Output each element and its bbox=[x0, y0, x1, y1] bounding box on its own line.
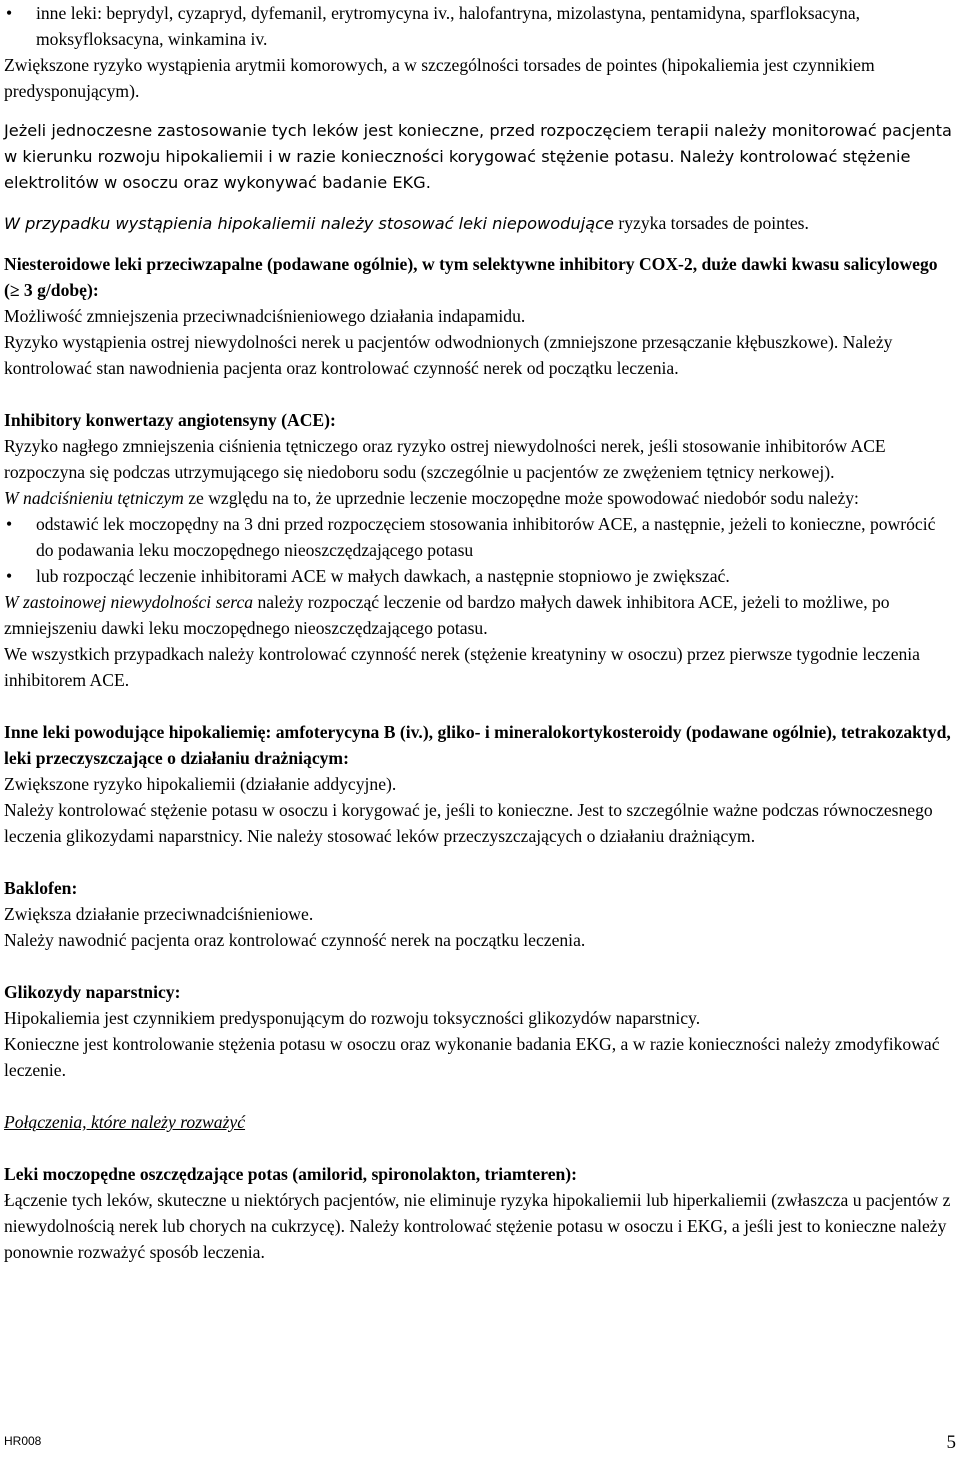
baklofen-line-2: Należy nawodnić pacjenta oraz kontrolować czynność nerek na początku leczenia. bbox=[4, 930, 586, 950]
document-page bbox=[4, 0, 956, 1265]
digitalis-line-2: Konieczne jest kontrolowanie stężenia potasu w osoczu oraz wykonanie badania EKG, a w razie konieczności należy zmodyfikować leczenie. bbox=[4, 1034, 940, 1080]
hypokalemia-note-italic: W przypadku wystąpienia hipokaliemii należy stosować leki niepowodujące bbox=[4, 214, 614, 233]
ace-hypertension-italic: W nadciśnieniu tętniczym bbox=[4, 488, 184, 508]
nsaid-line-1: Możliwość zmniejszenia przeciwnadciśnieniowego działania indapamidu. bbox=[4, 306, 526, 326]
digitalis-line-1: Hipokaliemia jest czynnikiem predysponującym do rozwoju toksyczności glikozydów naparstnicy. bbox=[4, 1008, 701, 1028]
other-hypo-heading bbox=[4, 719, 956, 771]
other-hypo-heading-text: Inne leki powodujące hipokaliemię: amfoterycyna B (iv.), gliko- i mineralokortykosteroidy (podawane ogólnie), tetrakozaktyd, leki przeczyszczające o działaniu drażniącym: bbox=[4, 722, 951, 768]
other-hypo-line-1: Zwiększone ryzyko hipokaliemii (działanie addycyjne). bbox=[4, 774, 397, 794]
ksparing-heading bbox=[4, 1161, 956, 1187]
monitoring-paragraph: Jeżeli jednoczesne zastosowanie tych leków jest konieczne, przed rozpoczęciem terapii należy monitorować pacjenta w kierunku rozwoju hipokaliemii i w razie konieczności korygować stężenie potasu. Należy kontrolować stężenie elektrolitów w osoczu oraz wykonywać badanie EKG. bbox=[4, 121, 952, 192]
consider-heading-text: Połączenia, które należy rozważyć bbox=[4, 1112, 246, 1132]
ace-line-1: Ryzyko nagłego zmniejszenia ciśnienia tętniczego oraz ryzyko ostrej niewydolności nerek, jeśli stosowanie inhibitorów ACE rozpoczyna się podczas utrzymującego się niedoboru sodu (szczególnie u pacjentów ze zwężeniem tętnicy nerkowej). bbox=[4, 436, 886, 482]
list-item bbox=[4, 511, 956, 563]
list-item-text: odstawić lek moczopędny na 3 dni przed rozpoczęciem stosowania inhibitorów ACE, a następnie, jeżeli to konieczne, powrócić do podawania leku moczopędnego nieoszczędzającego potasu bbox=[36, 514, 936, 560]
baklofen-heading-text: Baklofen: bbox=[4, 878, 78, 898]
ace-heading-text: Inhibitory konwertazy angiotensyny (ACE): bbox=[4, 410, 336, 430]
ace-heart-failure bbox=[4, 589, 956, 641]
list-item bbox=[4, 563, 956, 589]
risk-paragraph: Zwiększone ryzyko wystąpienia arytmii komorowych, a w szczególności torsades de pointes (hipokaliemia jest czynnikiem predysponującym). bbox=[4, 55, 875, 101]
baklofen-heading bbox=[4, 875, 956, 901]
ace-all-cases: We wszystkich przypadkach należy kontrolować czynność nerek (stężenie kreatyniny w osoczu) przez pierwsze tygodnie leczenia inhibitorem ACE. bbox=[4, 644, 920, 690]
baklofen-line-1: Zwiększa działanie przeciwnadciśnieniowe. bbox=[4, 904, 314, 924]
ksparing-line-1: Łączenie tych leków, skuteczne u niektórych pacjentów, nie eliminuje ryzyka hipokaliemii lub hiperkaliemii (zwłaszcza u pacjentów z niewydolnością nerek lub chorych na cukrzycę). Należy kontrolować stężenie potasu w osoczu i EKG, a jeśli jest to konieczne należy ponownie rozważyć sposób leczenia. bbox=[4, 1190, 951, 1262]
ace-hypertension-rest: ze względu na to, że uprzednie leczenie moczopędne może spowodować niedobór sodu należy: bbox=[183, 488, 859, 508]
list-item-text: inne leki: beprydyl, cyzapryd, dyfemanil, erytromycyna iv., halofantryna, mizolastyna, pentamidyna, sparfloksacyna, moksyfloksacyna, winkamina iv. bbox=[36, 3, 861, 49]
bullet-icon: • bbox=[6, 514, 13, 534]
document-code: HR008 bbox=[4, 1434, 42, 1448]
ace-heading bbox=[4, 407, 956, 433]
ace-heart-failure-italic: W zastoinowej niewydolności serca bbox=[4, 592, 254, 612]
bullet-list-top bbox=[4, 0, 956, 52]
hypokalemia-note-rest: ryzyka torsades de pointes. bbox=[613, 213, 809, 233]
nsaid-heading-text: Niesteroidowe leki przeciwzapalne (podawane ogólnie), w tym selektywne inhibitory COX-2, duże dawki kwasu salicylowego (≥ 3 g/dobę): bbox=[4, 254, 938, 300]
consider-heading bbox=[4, 1109, 956, 1135]
bullet-icon: • bbox=[6, 566, 13, 586]
ksparing-heading-text: Leki moczopędne oszczędzające potas (amilorid, spironolakton, triamteren): bbox=[4, 1164, 578, 1184]
digitalis-heading bbox=[4, 979, 956, 1005]
nsaid-heading bbox=[4, 251, 956, 303]
digitalis-heading-text: Glikozydy naparstnicy: bbox=[4, 982, 181, 1002]
list-item-text: lub rozpocząć leczenie inhibitorami ACE w małych dawkach, a następnie stopniowo je zwiększać. bbox=[36, 566, 730, 586]
ace-hypertension bbox=[4, 485, 956, 511]
page-number: 5 bbox=[946, 1432, 956, 1453]
nsaid-line-2: Ryzyko wystąpienia ostrej niewydolności nerek u pacjentów odwodnionych (zmniejszone przesączanie kłębuszkowe). Należy kontrolować stan nawodnienia pacjenta oraz kontrolować czynność nerek od początku leczenia. bbox=[4, 332, 893, 378]
bullet-icon: • bbox=[6, 3, 13, 23]
list-item bbox=[4, 0, 956, 52]
other-hypo-line-2: Należy kontrolować stężenie potasu w osoczu i korygować je, jeśli to konieczne. Jest to szczególnie ważne podczas równoczesnego leczenia glikozydami naparstnicy. Nie należy stosować leków przeczyszczających o działaniu drażniącym. bbox=[4, 800, 933, 846]
ace-heart-failure-rest: należy rozpocząć leczenie od bardzo małych dawek inhibitora ACE, jeżeli to możliwe, po zmniejszeniu dawki leku moczopędnego nieoszczędzającego potasu. bbox=[4, 592, 890, 638]
hypokalemia-note bbox=[4, 210, 956, 237]
ace-bullet-list bbox=[4, 511, 956, 589]
